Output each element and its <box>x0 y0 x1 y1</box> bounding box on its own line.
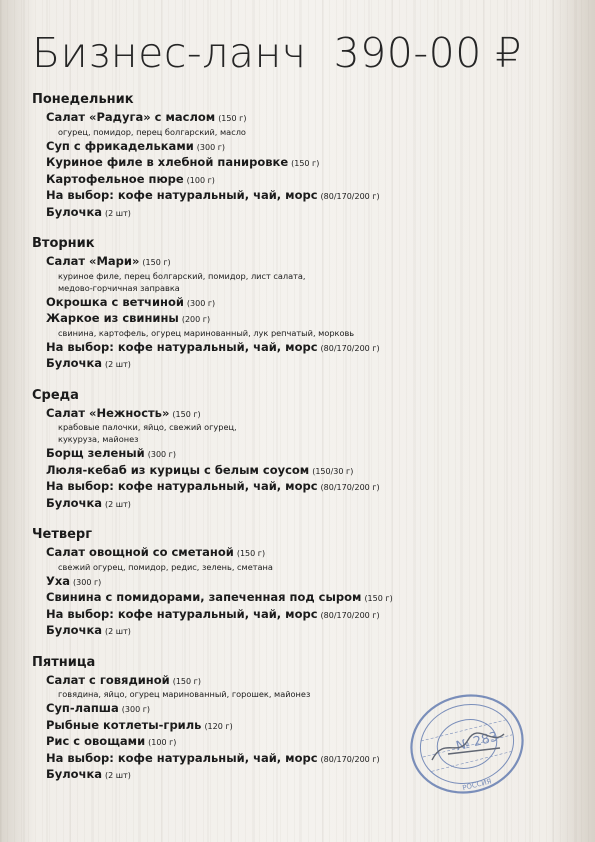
dish-name: Салат с говядиной <box>46 672 170 687</box>
menu-item <box>46 311 572 339</box>
dish-name: Борщ зеленый <box>46 446 145 460</box>
dish-name: Рыбные котлеты-гриль <box>46 717 202 732</box>
dish-weight: (150/30 г) <box>312 466 354 476</box>
menu-item-line <box>46 590 572 607</box>
menu-item-line <box>46 479 572 496</box>
menu-item-line <box>46 673 572 690</box>
dish-name: Булочка <box>46 495 103 510</box>
dish-ingredients: куриное филе, перец болгарский, помидор, лист салата, <box>58 270 306 281</box>
menu-item <box>46 406 572 446</box>
day-heading: Четверг <box>32 527 92 542</box>
dish-weight: (150 г) <box>218 114 247 123</box>
menu-item-line <box>46 574 572 591</box>
day-section <box>32 526 572 640</box>
dish-name: Салат «Нежность» <box>46 405 170 420</box>
dish-weight: (300 г) <box>73 577 102 587</box>
menu-item-line <box>46 172 572 189</box>
dish-name: На выбор: кофе натуральный, чай, морс <box>46 479 318 493</box>
menu-item <box>46 172 572 189</box>
menu-item <box>46 479 572 496</box>
dish-name: Салат овощной со сметаной <box>46 545 234 559</box>
dish-name: Салат «Мари» <box>46 254 140 268</box>
menu-item <box>46 590 572 607</box>
dish-name: На выбор: кофе натуральный, чай, морс <box>46 606 318 621</box>
menu-item <box>46 340 572 357</box>
dish-ingredients: медово-горчичная заправка <box>58 282 180 293</box>
menu-item <box>46 607 572 624</box>
menu-item <box>46 295 572 312</box>
dish-weight: (150 г) <box>142 258 171 267</box>
day-section <box>32 91 572 221</box>
dish-weight: (150 г) <box>291 159 320 168</box>
menu-item-line <box>46 188 572 205</box>
day-heading: Понедельник <box>32 92 134 107</box>
dish-weight: (2 шт) <box>105 499 131 509</box>
dish-weight: (80/170/200 г) <box>320 343 380 353</box>
dish-weight: (150 г) <box>172 676 201 686</box>
dish-name: Уха <box>46 573 71 588</box>
menu-item <box>46 254 572 294</box>
dish-name: На выбор: кофе натуральный, чай, морс <box>46 750 318 765</box>
dish-weight: (150 г) <box>172 409 201 419</box>
menu-item <box>46 188 572 205</box>
dish-weight: (2 шт) <box>105 360 131 369</box>
dish-name: На выбор: кофе натуральный, чай, морс <box>46 188 318 202</box>
dish-name: Суп с фрикадельками <box>46 138 194 153</box>
day-heading: Вторник <box>32 236 95 251</box>
day-section <box>32 387 572 513</box>
menu-item-line <box>46 623 572 640</box>
stamp-number: № 283 <box>454 729 500 755</box>
dish-weight: (120 г) <box>204 721 233 731</box>
dish-weight: (150 г) <box>364 594 393 603</box>
dish-name: Рис с овощами <box>46 734 146 748</box>
dish-weight: (300 г) <box>147 450 176 459</box>
dish-name: Окрошка с ветчиной <box>46 294 184 309</box>
menu-item-line <box>46 356 572 373</box>
dish-ingredients: кукуруза, майонез <box>58 434 139 444</box>
dish-name: Салат «Радуга» с маслом <box>46 110 216 124</box>
menu-item-line <box>46 340 572 357</box>
dish-weight: (200 г) <box>181 315 211 324</box>
dish-name: Картофельное пюре <box>46 171 184 186</box>
menu-item <box>46 496 572 513</box>
dish-ingredients: крабовые палочки, яйцо, свежий огурец, <box>58 422 237 432</box>
dish-name: Булочка <box>46 204 103 219</box>
menu-item-line <box>46 110 572 127</box>
dish-name: Куриное филе в хлебной панировке <box>46 155 289 169</box>
dish-name: Булочка <box>46 767 103 781</box>
dish-weight: (100 г) <box>148 738 177 747</box>
dish-weight: (2 шт) <box>105 771 131 780</box>
dish-name: Булочка <box>46 623 103 637</box>
menu-item <box>46 574 572 591</box>
menu-item-line <box>46 254 572 271</box>
official-stamp <box>404 688 530 800</box>
menu-item-line <box>46 155 572 172</box>
dish-weight: (80/170/200 г) <box>320 610 380 620</box>
menu-item-line <box>46 295 572 312</box>
dish-weight: (80/170/200 г) <box>320 483 380 492</box>
dish-weight: (300 г) <box>121 705 151 714</box>
menu-item <box>46 446 572 463</box>
dish-ingredients: говядина, яйцо, огурец маринованный, горошек, майонез <box>58 689 311 699</box>
menu-item <box>46 463 572 480</box>
menu-item-line <box>46 446 572 463</box>
menu-item <box>46 356 572 373</box>
day-section <box>32 235 572 373</box>
menu-item-line <box>46 139 572 156</box>
dish-name: Жаркое из свинины <box>46 311 179 325</box>
dish-weight: (100 г) <box>186 175 215 185</box>
day-heading: Среда <box>32 387 79 403</box>
dish-ingredients: огурец, помидор, перец болгарский, масло <box>58 126 246 137</box>
menu-item <box>46 139 572 156</box>
menu-item <box>46 155 572 172</box>
menu-item-line <box>46 205 572 222</box>
menu-item-line <box>46 607 572 624</box>
menu-item <box>46 545 572 573</box>
stamp-country: РОССИЯ <box>461 777 493 793</box>
dish-name: Булочка <box>46 356 103 370</box>
menu-item-line <box>46 496 572 513</box>
dish-weight: (80/170/200 г) <box>320 754 380 764</box>
page-title: Бизнес-ланч 390-00 ₽ <box>32 29 522 77</box>
menu-item <box>46 205 572 222</box>
dish-name: Свинина с помидорами, запеченная под сыром <box>46 590 362 604</box>
dish-name: Суп-лапша <box>46 701 119 715</box>
dish-weight: (2 шт) <box>105 627 131 636</box>
menu-item-line <box>46 406 572 423</box>
dish-name: Люля-кебаб из курицы с белым соусом <box>46 462 310 477</box>
menu-item-line <box>46 463 572 480</box>
dish-weight: (150 г) <box>236 549 266 558</box>
dish-ingredients: свинина, картофель, огурец маринованный, лук репчатый, морковь <box>58 327 355 338</box>
dish-weight: (300 г) <box>196 142 226 152</box>
menu-item <box>46 623 572 640</box>
dish-weight: (80/170/200 г) <box>320 192 380 201</box>
menu-item-line <box>46 311 572 328</box>
dish-ingredients: свежий огурец, помидор, редис, зелень, сметана <box>58 561 273 572</box>
menu-item-line <box>46 545 572 562</box>
day-heading: Пятница <box>32 654 96 670</box>
dish-weight: (300 г) <box>186 298 216 308</box>
dish-weight: (2 шт) <box>105 208 131 218</box>
menu-item <box>46 110 572 138</box>
dish-name: На выбор: кофе натуральный, чай, морс <box>46 339 318 354</box>
